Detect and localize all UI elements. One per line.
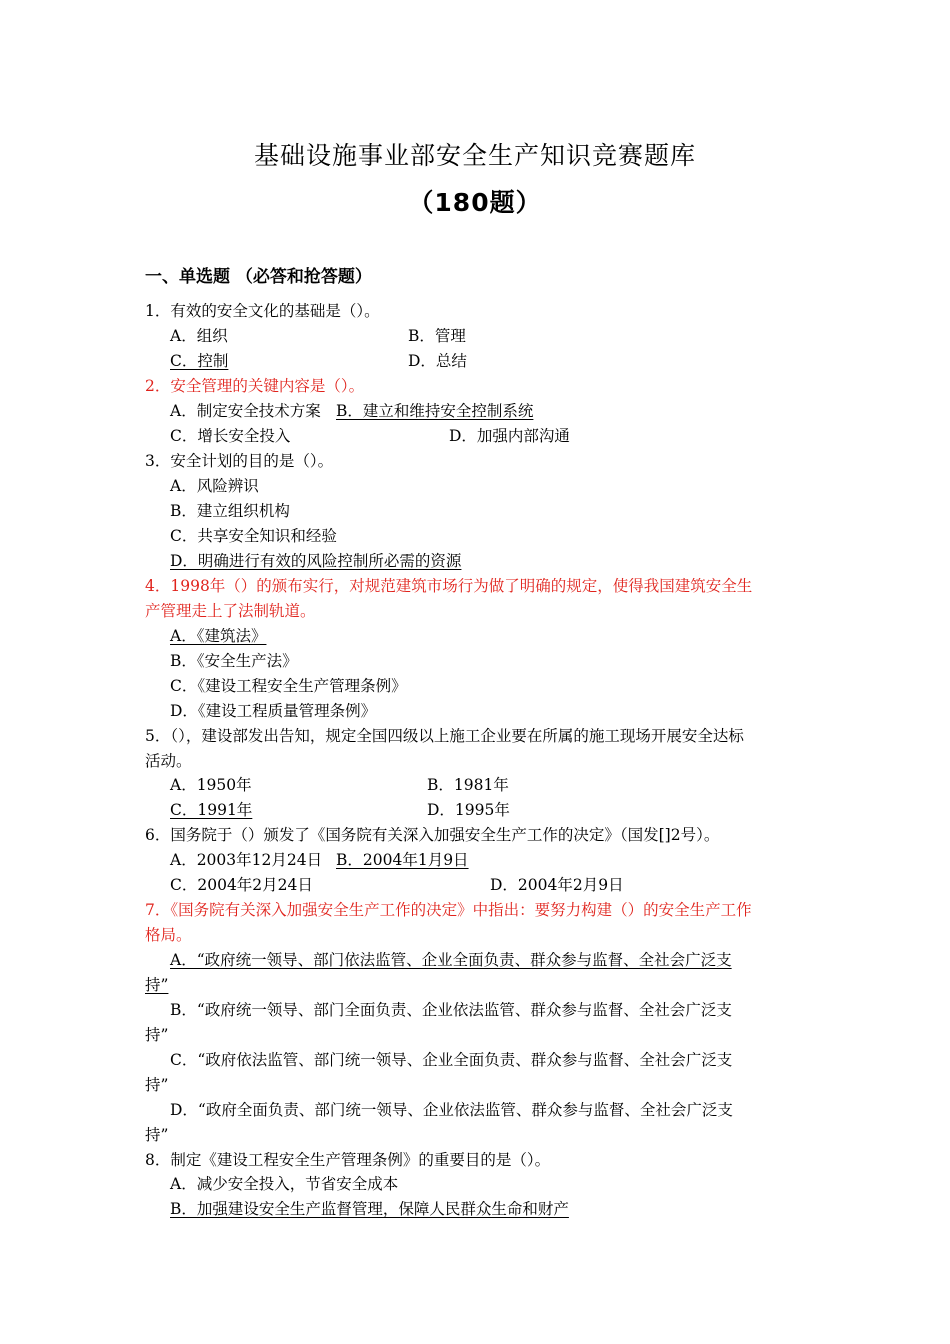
q7-option-b-cont: 持”	[145, 1026, 169, 1044]
q8-option-a: A．减少安全投入，节省安全成本	[170, 1175, 399, 1193]
q2-option-d: D．加强内部沟通	[449, 427, 570, 445]
document-title: 基础设施事业部安全生产知识竞赛题库	[253, 141, 696, 170]
q4-option-c: C．《建设工程安全生产管理条例》	[170, 677, 407, 695]
q7-option-a-answer-cont: 持”	[145, 976, 169, 994]
q8-option-b-answer: B．加强建设安全生产监督管理，保障人民群众生命和财产	[170, 1200, 569, 1218]
q4-option-a-answer: A．《建筑法》	[170, 627, 267, 645]
document-subtitle: （180题）	[408, 188, 542, 217]
q3-option-a: A．风险辨识	[170, 477, 259, 495]
question-3-stem: 3．安全计划的目的是（）。	[145, 452, 334, 470]
question-7-stem-cont: 格局。	[145, 926, 192, 944]
section-heading: 一、单选题 （必答和抢答题）	[145, 267, 372, 287]
question-6-stem: 6．国务院于（）颁发了《国务院有关深入加强安全生产工作的决定》（国发[]2号）。	[145, 826, 720, 844]
q1-option-b: B．管理	[408, 327, 466, 345]
question-5-stem-cont: 活动。	[145, 752, 192, 770]
q3-option-b: B．建立组织机构	[170, 502, 290, 520]
q2-option-a: A．制定安全技术方案	[170, 402, 321, 420]
q5-option-b: B．1981年	[427, 776, 509, 794]
q6-option-b-answer: B．2004年1月9日	[336, 851, 469, 869]
q7-option-b: B．“政府统一领导、部门全面负责、企业依法监管、群众参与监督、全社会广泛支	[170, 1001, 732, 1019]
q7-option-d: D．“政府全面负责、部门统一领导、企业依法监管、群众参与监督、全社会广泛支	[170, 1101, 733, 1119]
q2-option-b-answer: B．建立和维持安全控制系统	[336, 402, 534, 420]
q3-option-d-answer: D．明确进行有效的风险控制所必需的资源	[170, 552, 462, 570]
q1-option-d: D．总结	[408, 352, 467, 370]
q6-option-a: A．2003年12月24日	[170, 851, 323, 869]
q3-option-c: C．共享安全知识和经验	[170, 527, 337, 545]
q5-option-d: D．1995年	[427, 801, 510, 819]
question-4-stem: 4．1998年（）的颁布实行，对规范建筑市场行为做了明确的规定，使得我国建筑安全生	[145, 577, 753, 595]
question-5-stem: 5．（），建设部发出告知，规定全国四级以上施工企业要在所属的施工现场开展安全达标	[145, 727, 744, 745]
question-1-stem: 1．有效的安全文化的基础是（）。	[145, 302, 380, 320]
q5-option-a: A．1950年	[170, 776, 252, 794]
q4-option-b: B．《安全生产法》	[170, 652, 298, 670]
q6-option-c: C．2004年2月24日	[170, 876, 313, 894]
question-2-stem: 2．安全管理的关键内容是（）。	[145, 377, 365, 395]
q7-option-d-cont: 持”	[145, 1126, 169, 1144]
q5-option-c-answer: C．1991年	[170, 801, 253, 819]
question-8-stem: 8．制定《建设工程安全生产管理条例》的重要目的是（）。	[145, 1151, 551, 1169]
q7-option-c: C．“政府依法监管、部门统一领导、企业全面负责、群众参与监督、全社会广泛支	[170, 1051, 733, 1069]
q7-option-a-answer: A．“政府统一领导、部门依法监管、企业全面负责、群众参与监督、全社会广泛支	[170, 951, 732, 969]
q7-option-c-cont: 持”	[145, 1076, 169, 1094]
question-7-stem: 7．《国务院有关深入加强安全生产工作的决定》中指出：要努力构建（）的安全生产工作	[145, 901, 752, 919]
q1-option-c-answer: C．控制	[170, 352, 229, 370]
q4-option-d: D．《建设工程质量管理条例》	[170, 702, 377, 720]
q6-option-d: D．2004年2月9日	[490, 876, 624, 894]
question-4-stem-cont: 产管理走上了法制轨道。	[145, 602, 316, 620]
q1-option-a: A．组织	[170, 327, 228, 345]
q2-option-c: C．增长安全投入	[170, 427, 291, 445]
